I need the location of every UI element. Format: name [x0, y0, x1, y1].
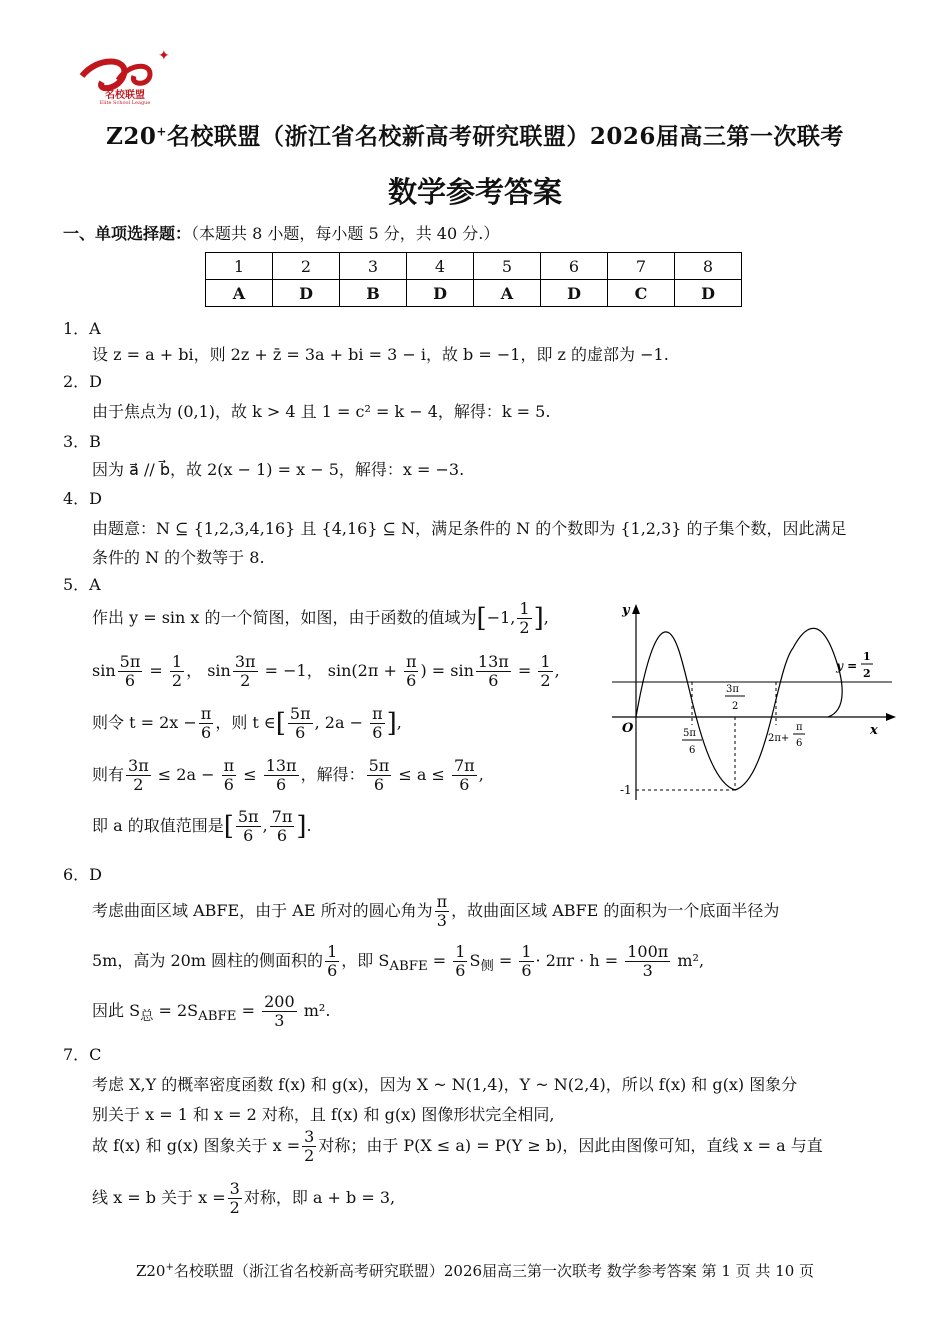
document-title: Z20+名校联盟（浙江省名校新高考研究联盟）2026届高三第一次联考 [106, 123, 844, 150]
tick-2pi-den: 6 [796, 738, 803, 749]
page-footer: Z20+名校联盟（浙江省名校新高考研究联盟）2026届高三第一次联考 数学参考答案 第 1 页 共 10 页 [135, 1262, 815, 1280]
question-4-line-2: 条件的 N 的个数等于 8. [92, 548, 265, 567]
question-3-number: 3．B [63, 432, 101, 451]
neg-one-label: -1 [620, 783, 632, 797]
line-label: y = [836, 659, 858, 673]
question-4-line-1: 由题意：N ⊆ {1,2,3,4,16} 且 {4,16} ⊆ N，满足条件的 N 的个数即为 {1,2,3} 的子集个数，因此满足 [92, 519, 847, 538]
tick-2pi-prefix: 2π+ [768, 733, 790, 744]
tick-3pi2-den: 2 [732, 701, 739, 712]
question-7-line-2: 别关于 x = 1 和 x = 2 对称，且 f(x) 和 g(x) 图像形状完全相同, [92, 1105, 555, 1124]
logo-subtext: Elite School League [99, 100, 151, 106]
document-subtitle: 数学参考答案 [387, 175, 562, 209]
line-label-den: 2 [863, 667, 871, 680]
question-6-line-2: 5m，高为 20m 圆柱的侧面积的 $\frac{1}{6}$ ，即 $S_{ABFE}$ = $\frac{1}{6}$ $S_侧$ = $\frac{1}{6}$ · 2πr · h = $\frac{100\pi}{3}$ m², [92, 942, 705, 980]
question-3-line-1: 因为 a⃗ // b⃗，故 2(x − 1) = x − 5，解得：x = −3. [92, 460, 465, 479]
tick-5pi6-den: 6 [689, 745, 696, 756]
question-2-number: 2．D [63, 372, 103, 391]
answer-table-answers: A D B D A D C D [206, 280, 742, 307]
question-7-line-1: 考虑 X,Y 的概率密度函数 f(x) 和 g(x)，因为 X ~ N(1,4)，Y ~ N(2,4)，所以 f(x) 和 g(x) 图象分 [92, 1075, 798, 1094]
question-5-line-1: 作出 y = sin x 的一个简图，如图，由于函数的值域为[−1, $\frac{1}{2}$ ], [92, 599, 549, 637]
answer-table-numbers: 1 2 3 4 5 6 7 8 [206, 253, 742, 280]
question-1-line-1: 设 z = a + bi，则 2z + z̄ = 3a + bi = 3 − i，故 b = −1，即 z 的虚部为 −1. [92, 345, 669, 364]
question-5-line-2: sin $\frac{5\pi}{6}$ = $\frac{1}{2}$ ， sin $\frac{3\pi}{2}$ = −1， sin(2π + $\frac{\pi}{6}$ ) = sin $\frac{13\pi}{6}$ = $\frac{1}{2}$ , [92, 652, 560, 690]
question-6-number: 6．D [63, 865, 103, 884]
question-6-line-3: 因此 $S_总 = 2S_{ABFE}$ = $\frac{200}{3}$ m². [92, 992, 331, 1030]
tick-2pi-num: π [796, 722, 803, 733]
sine-curve [636, 628, 842, 790]
svg-text:✦: ✦ [158, 48, 170, 64]
question-5-line-4: 则有 $\frac{3\pi}{2}$ ≤ 2a − $\frac{\pi}{6}$ ≤ $\frac{13\pi}{6}$ ，解得： $\frac{5\pi}{6}$ ≤ a ≤ $\frac{7\pi}{6}$ , [92, 756, 484, 794]
tick-3pi2-num: 3π [726, 684, 739, 695]
origin-label: O [622, 721, 634, 736]
section-heading: 一、单项选择题：（本题共 8 小题，每小题 5 分，共 40 分.） [63, 224, 500, 243]
question-5-number: 5．A [63, 575, 101, 594]
logo-text: 名校联盟 [105, 90, 145, 101]
answer-table [205, 252, 742, 307]
question-7-number: 7．C [63, 1045, 102, 1064]
question-7-line-3: 故 f(x) 和 g(x) 图象关于 x = $\frac{3}{2}$ 对称；由于 P(X ≤ a) = P(Y ≥ b)，因此由图像可知，直线 x = a 与直 [92, 1127, 823, 1165]
x-label: x [870, 723, 878, 738]
line-label-num: 1 [863, 650, 871, 663]
question-2-line-1: 由于焦点为 (0,1)，故 k > 4 且 1 = c² = k − 4，解得：k = 5. [92, 402, 551, 421]
x-axis-arrow-icon [886, 713, 896, 721]
y-axis-arrow-icon [632, 604, 640, 614]
question-5-line-5: 即 a 的取值范围是[ $\frac{5\pi}{6}$ , $\frac{7\pi}{6}$ ]. [92, 807, 312, 845]
question-5-line-3: 则令 t = 2x − $\frac{\pi}{6}$ ，则 t ∈[ $\frac{5\pi}{6}$ , 2a − $\frac{\pi}{6}$ ], [92, 704, 402, 742]
y-label: y [622, 603, 630, 618]
question-1-number: 1．A [63, 319, 101, 338]
question-6-line-1: 考虑曲面区域 ABFE，由于 AE 所对的圆心角为 $\frac{\pi}{3}$ ，故曲面区域 ABFE 的面积为一个底面半径为 [92, 892, 780, 930]
sine-graph [608, 600, 898, 815]
tick-5pi6-num: 5π [683, 728, 696, 739]
question-4-number: 4．D [63, 489, 103, 508]
question-7-line-4: 线 x = b 关于 x = $\frac{3}{2}$ 对称，即 a + b = 3, [92, 1179, 396, 1217]
